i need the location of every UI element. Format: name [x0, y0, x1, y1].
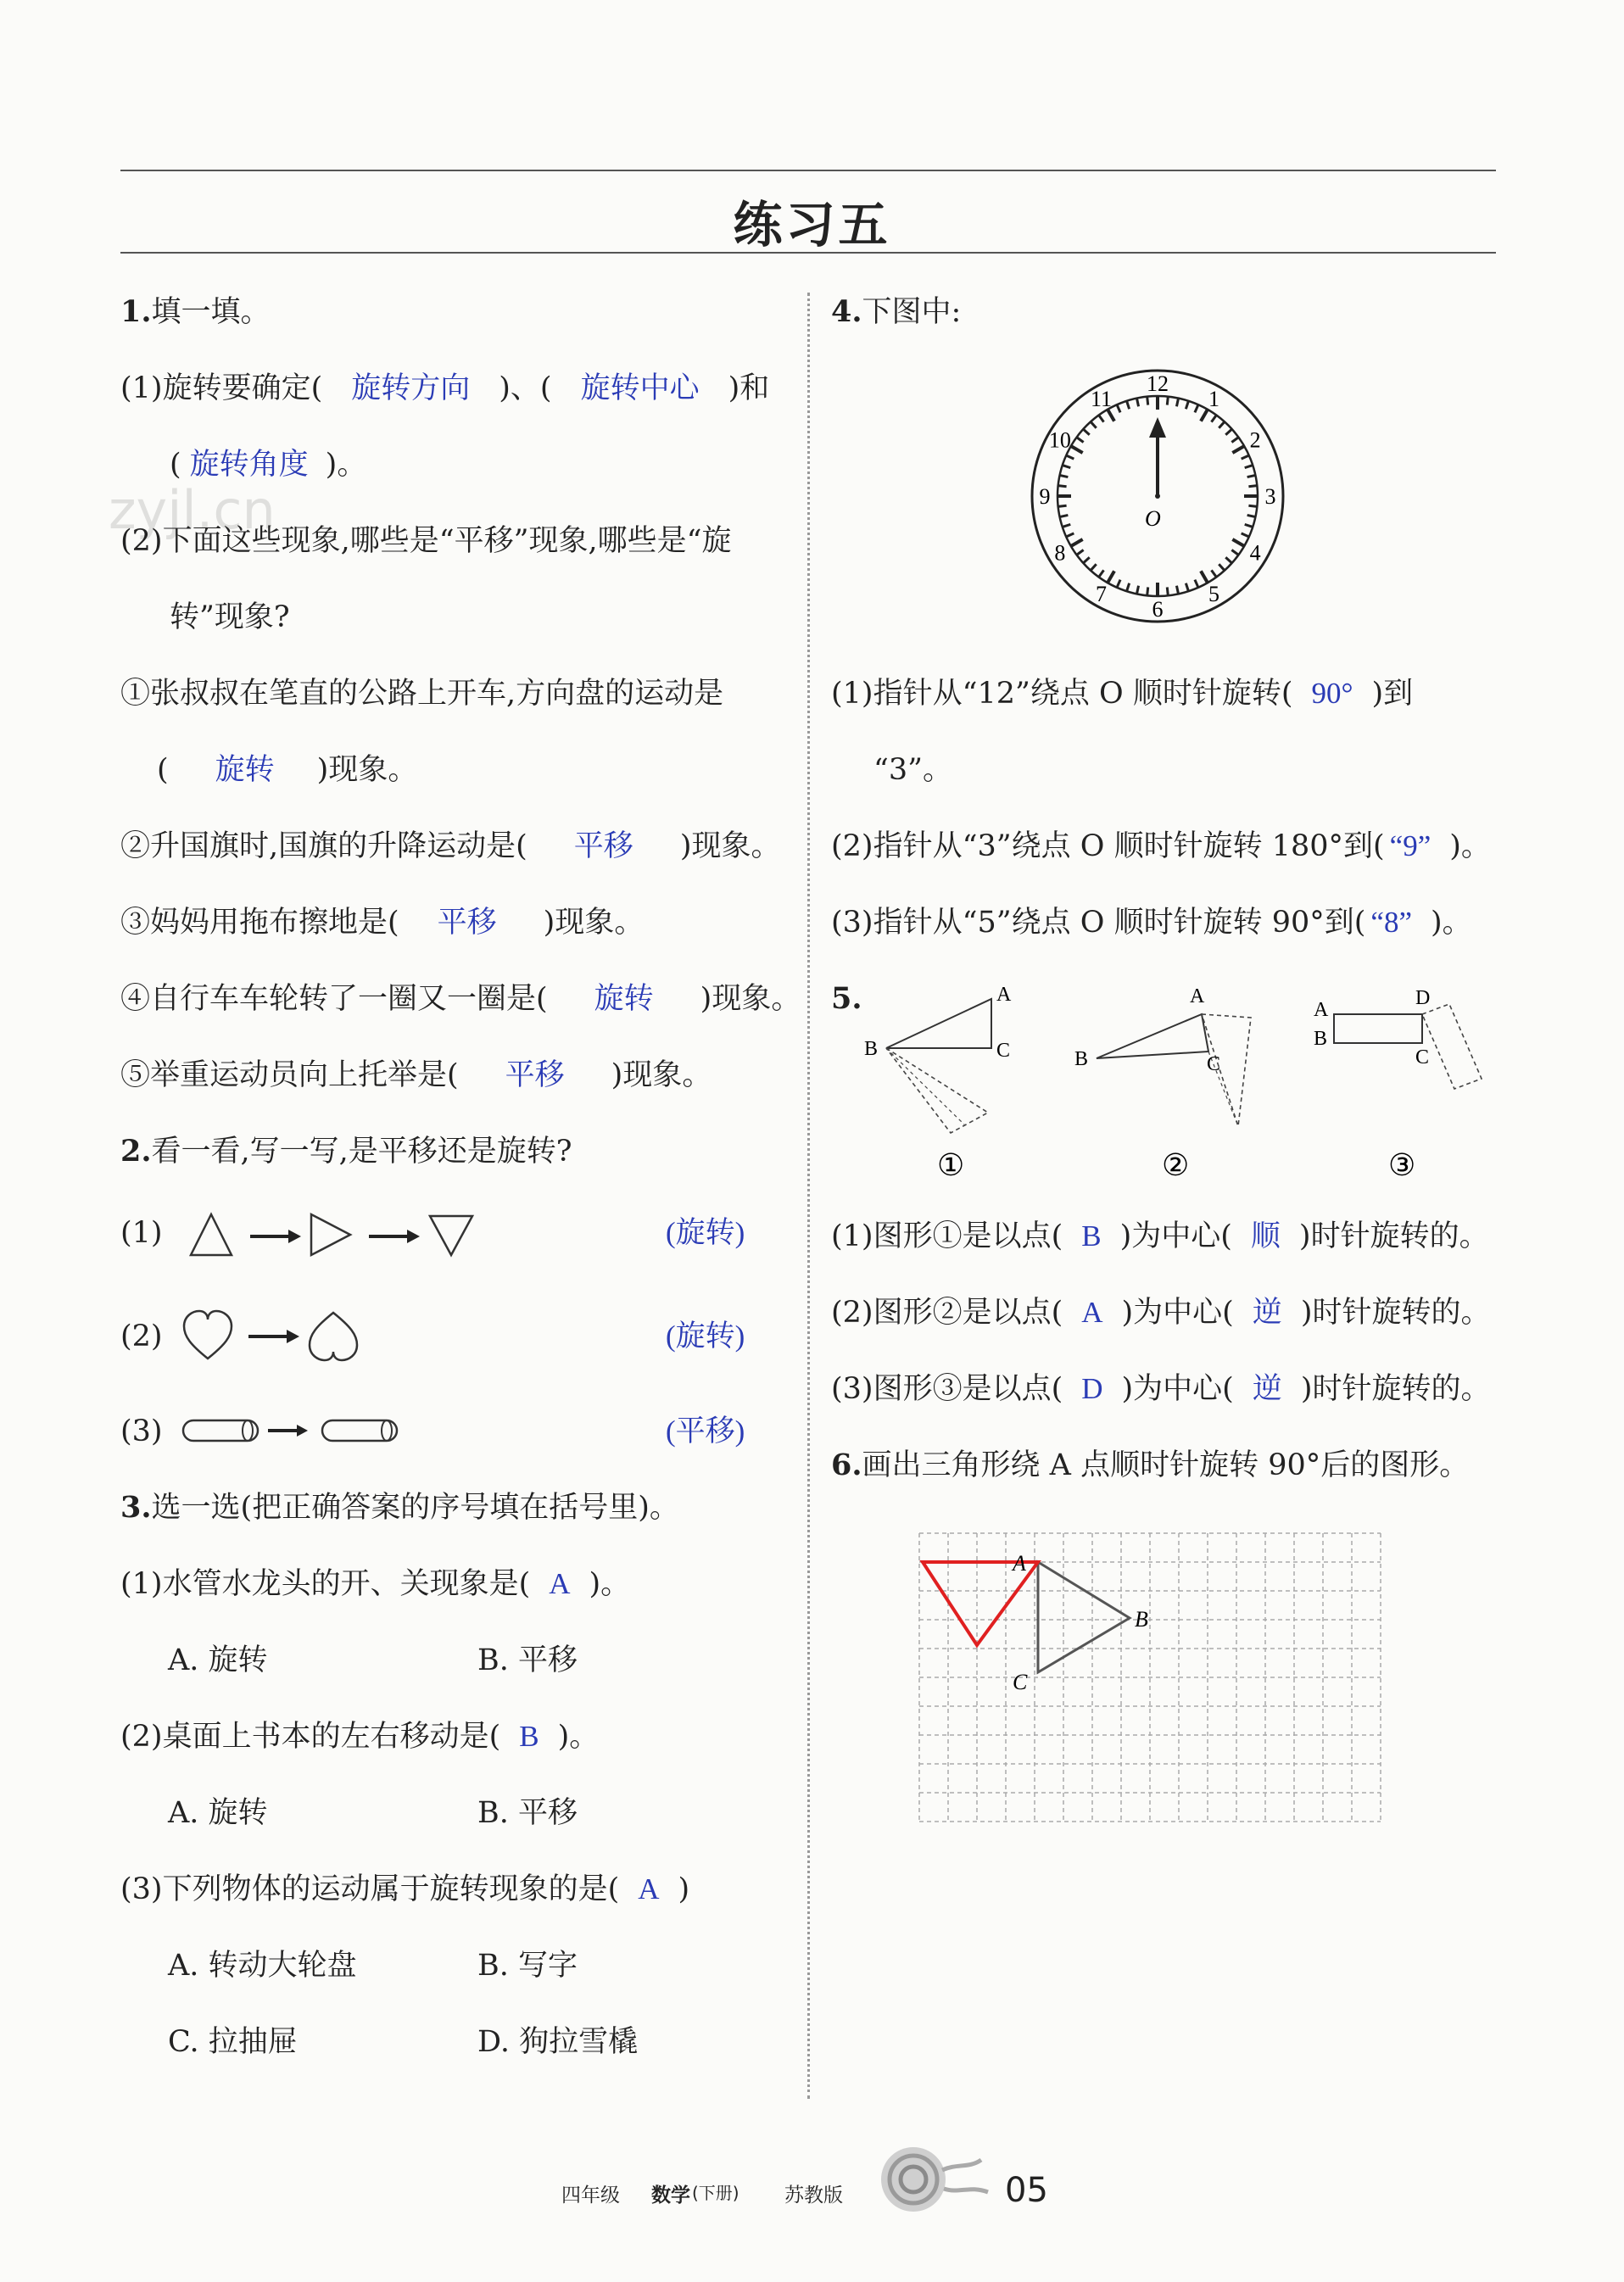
figure-3 — [1314, 987, 1482, 1182]
q2-row2-answer: (旋转) — [666, 1320, 745, 1353]
page-number: 05 — [1005, 2171, 1048, 2210]
point-a-label: A — [1013, 1551, 1026, 1576]
clock-tick — [1117, 405, 1120, 412]
figure-2 — [1074, 985, 1251, 1182]
answer-fig1-direction: 顺 — [1250, 1219, 1281, 1253]
clock-tick — [1211, 416, 1216, 422]
clock-figure — [1026, 365, 1289, 628]
q3-sub3-option-a: A. 转动大轮盘 — [168, 1949, 357, 1983]
q5-number-text: 5. — [831, 981, 862, 1016]
q2-row1-figure — [182, 1202, 488, 1262]
answer-fig2-direction: 逆 — [1252, 1296, 1282, 1329]
clock-tick — [1245, 524, 1253, 527]
clock-center-dot — [1155, 494, 1160, 499]
q1-i2-close: )现象。 — [679, 829, 781, 863]
cylinder-icon — [322, 1420, 397, 1441]
answer-fig2-center: A — [1081, 1296, 1103, 1329]
clock-tick — [1186, 401, 1188, 410]
clock-number: 2 — [1249, 427, 1261, 453]
column-divider — [807, 293, 810, 2099]
clock-tick — [1195, 405, 1198, 412]
clock-tick — [1071, 446, 1083, 453]
q5-b1-mid: )为中心( — [1119, 1219, 1232, 1253]
title-rule-top — [120, 170, 1496, 171]
answer-faucet: A — [549, 1567, 571, 1600]
fig3-label: ③ — [1388, 1148, 1416, 1182]
clock-tick — [1136, 586, 1138, 594]
clock-tick — [1248, 486, 1257, 487]
q3-s3-close: ) — [678, 1872, 690, 1906]
clock-tick — [1147, 587, 1148, 595]
clock-tick — [1225, 429, 1231, 435]
q3-sub2 — [120, 1720, 599, 1754]
answer-fig1-center: B — [1081, 1219, 1102, 1253]
q1-i1-open: ( — [157, 753, 169, 787]
q3-s1-close: )。 — [589, 1567, 631, 1601]
triangle-right-icon — [311, 1214, 350, 1255]
q1-item4 — [120, 982, 801, 1016]
cylinder-icon — [183, 1420, 258, 1441]
q4-a1-close: )到 — [1371, 677, 1414, 711]
q3-s3-text: (3)下列物体的运动属于旋转现象的是( — [120, 1872, 620, 1906]
original-triangle — [1038, 1562, 1130, 1672]
clock-tick — [1060, 475, 1069, 477]
q1-p1-text-b: )、( — [499, 371, 552, 405]
answer-fig3-direction: 逆 — [1252, 1372, 1282, 1405]
q5-b3-mid: )为中心( — [1121, 1372, 1234, 1406]
q2-row3-label: (3) — [120, 1414, 163, 1448]
q1-part2-line1: (2)下面这些现象,哪些是“平移”现象,哪些是“旋 — [120, 524, 732, 558]
fig2-label: ② — [1162, 1148, 1190, 1182]
clock-tick — [1245, 466, 1253, 468]
q1-i4-text: ④自行车车轮转了一圈又一圈是( — [120, 982, 548, 1016]
clock-tick — [1219, 421, 1225, 427]
q3-sub3-option-c: C. 拉抽屉 — [168, 2025, 298, 2059]
q3-sub2-option-b: B. 平移 — [477, 1796, 578, 1830]
fig1-label: ① — [937, 1148, 965, 1182]
q5-figures — [852, 967, 1505, 1187]
q2-heading-text: 看一看,写一写,是平移还是旋转? — [151, 1135, 572, 1169]
clock-tick — [1060, 515, 1069, 516]
clock-tick — [1176, 586, 1178, 594]
clock-tick — [1127, 583, 1130, 592]
answer-12-to-3-angle: 90° — [1311, 677, 1353, 710]
clock-number: 3 — [1264, 484, 1276, 509]
fig3-point-d: D — [1415, 987, 1431, 1009]
q5-b2-text: (2)图形②是以点( — [831, 1296, 1063, 1330]
point-b-label: B — [1135, 1607, 1148, 1632]
answer-5-rotated-90: “8” — [1370, 906, 1412, 939]
clock-tick — [1091, 421, 1097, 427]
q2-row1-label: (1) — [120, 1216, 163, 1250]
clock-hand — [1149, 417, 1166, 496]
answer-flag-raising: 平移 — [573, 829, 633, 862]
clock-tick — [1058, 505, 1067, 506]
clock-tick — [1232, 539, 1244, 546]
footer-subject: 数学 — [651, 2184, 690, 2207]
figure-1 — [864, 984, 1012, 1182]
clock-number: 4 — [1249, 540, 1261, 566]
q5-b3-text: (3)图形③是以点( — [831, 1372, 1063, 1406]
q2-row1-answer: (旋转) — [666, 1216, 745, 1249]
q5-answer2 — [831, 1296, 1491, 1330]
clock-tick — [1167, 587, 1168, 595]
q4-a3-text: (3)指针从“5”绕点 O 顺时针旋转 90°到( — [831, 906, 1366, 940]
heart-upside-down-icon — [310, 1313, 357, 1360]
clock-number: 1 — [1208, 386, 1219, 411]
q3-sub2-option-a: A. 旋转 — [168, 1796, 268, 1830]
clock-tick — [1201, 410, 1208, 421]
fig1-point-a: A — [996, 984, 1012, 1006]
q1-item1-line1: ①张叔叔在笔直的公路上开车,方向盘的运动是 — [120, 677, 724, 711]
q5-b1-text: (1)图形①是以点( — [831, 1219, 1063, 1253]
q1-heading-text: 填一填。 — [151, 295, 271, 329]
clock-number: 8 — [1054, 540, 1066, 566]
q3-s1-text: (1)水管水龙头的开、关现象是( — [120, 1567, 531, 1601]
q1-number: 1. — [120, 294, 152, 329]
q4-answer3 — [831, 906, 1472, 940]
arrow-right-icon — [250, 1230, 301, 1243]
q4-a2-text: (2)指针从“3”绕点 O 顺时针旋转 180°到( — [831, 829, 1385, 863]
q3-s2-text: (2)桌面上书本的左右移动是( — [120, 1720, 501, 1754]
q4-a1-text: (1)指针从“12”绕点 O 顺时针旋转( — [831, 677, 1293, 711]
q1-i4-close: )现象。 — [700, 982, 801, 1016]
clock-tick — [1242, 533, 1249, 537]
page-title: 练习五 — [733, 196, 891, 254]
clock-tick — [1231, 550, 1238, 555]
clock-tick — [1167, 397, 1168, 405]
clock-tick — [1066, 533, 1074, 537]
q2-row3-figure — [178, 1412, 407, 1449]
clock-tick — [1248, 505, 1257, 506]
clock-number: 9 — [1039, 484, 1051, 509]
clock-number: 12 — [1147, 371, 1169, 396]
q3-heading-text: 选一选(把正确答案的序号填在括号里)。 — [151, 1491, 679, 1525]
q1-p1-text-d: ( — [170, 448, 181, 482]
q6-heading-text: 画出三角形绕 A 点顺时针旋转 90°后的图形。 — [862, 1448, 1470, 1482]
q3-heading — [120, 1491, 679, 1525]
clock-tick — [1108, 410, 1114, 421]
q1-item2 — [120, 829, 780, 863]
q1-i3-text: ③妈妈用拖布擦地是( — [120, 906, 399, 940]
answer-rotation-object: A — [638, 1872, 660, 1905]
q4-answer1-line1 — [831, 677, 1413, 711]
clock-tick — [1186, 583, 1188, 592]
clock-center-label: O — [1145, 506, 1161, 531]
fig2-point-b: B — [1074, 1048, 1089, 1070]
q6-number: 6. — [831, 1448, 862, 1482]
q2-heading — [120, 1135, 572, 1169]
clock-tick — [1099, 570, 1104, 577]
clock-tick — [1058, 486, 1067, 487]
fig1-point-b: B — [864, 1038, 879, 1060]
answer-rotation-direction: 旋转方向 — [351, 371, 471, 405]
q2-row2-label: (2) — [120, 1320, 163, 1353]
q1-item5 — [120, 1058, 712, 1092]
q5-answer3 — [831, 1372, 1491, 1406]
answer-3-rotated-180: “9” — [1389, 829, 1431, 862]
clock-tick — [1211, 570, 1216, 577]
footer-grade: 四年级 — [561, 2184, 620, 2207]
q4-heading — [831, 295, 961, 329]
q1-p1-text-a: (1)旋转要确定( — [120, 371, 323, 405]
clock-tick — [1225, 557, 1231, 563]
answer-steering-wheel: 旋转 — [215, 753, 275, 786]
clock-tick — [1247, 515, 1256, 516]
q3-sub3-option-d: D. 狗拉雪橇 — [477, 2025, 639, 2059]
footer-swirl-icon — [869, 2141, 996, 2218]
q5-b3-close: )时针旋转的。 — [1300, 1372, 1491, 1406]
q4-a2-close: )。 — [1449, 829, 1491, 863]
fig3-point-c: C — [1415, 1046, 1430, 1068]
clock-tick — [1063, 466, 1071, 468]
answer-mopping: 平移 — [437, 906, 497, 939]
triangle-down-icon — [430, 1216, 472, 1255]
clock-tick — [1176, 399, 1178, 407]
q4-answer1-line2: “3”。 — [873, 753, 953, 787]
clock-tick — [1066, 455, 1074, 459]
q1-i5-close: )现象。 — [611, 1058, 712, 1092]
q3-sub3 — [120, 1872, 689, 1906]
clock-number: 5 — [1208, 582, 1219, 607]
fig3-point-a: A — [1314, 999, 1329, 1021]
clock-tick — [1195, 580, 1198, 588]
q1-p1-text-e: )。 — [325, 448, 367, 482]
fig3-point-b: B — [1314, 1028, 1328, 1050]
q3-number: 3. — [120, 1490, 152, 1525]
q4-heading-text: 下图中: — [862, 295, 962, 329]
q1-i1-close: )现象。 — [316, 753, 418, 787]
clock-tick — [1242, 455, 1249, 459]
q6-heading — [831, 1448, 1469, 1482]
fig2-point-c: C — [1207, 1053, 1221, 1075]
clock-tick — [1117, 580, 1120, 588]
fig2-point-a: A — [1190, 985, 1205, 1007]
q3-sub1-option-b: B. 平移 — [477, 1643, 578, 1677]
footer-edition: 苏教版 — [784, 2184, 843, 2207]
arrow-right-icon — [268, 1425, 308, 1437]
clock-tick — [1083, 429, 1089, 435]
triangle-up-icon — [191, 1214, 232, 1255]
q5-answer1 — [831, 1219, 1489, 1253]
q4-answer2 — [831, 829, 1491, 863]
dashed-grid — [919, 1533, 1381, 1822]
clock-tick — [1127, 401, 1130, 410]
q5-b2-mid: )为中心( — [1121, 1296, 1234, 1330]
point-c-label: C — [1013, 1670, 1028, 1694]
answer-weightlifting: 平移 — [505, 1058, 565, 1091]
clock-tick — [1099, 416, 1104, 422]
arrow-right-icon — [248, 1330, 299, 1343]
clock-number: 11 — [1090, 386, 1113, 411]
q6-grid-figure — [916, 1526, 1408, 1840]
q2-row3-answer: (平移) — [666, 1414, 745, 1448]
q3-s2-close: )。 — [557, 1720, 600, 1754]
clock-number: 7 — [1096, 582, 1107, 607]
answer-rotation-angle: 旋转角度 — [189, 448, 309, 481]
q1-part1-line1 — [120, 371, 769, 405]
q1-i5-text: ⑤举重运动员向上托举是( — [120, 1058, 459, 1092]
q1-part2-line2: 转”现象? — [170, 600, 290, 634]
clock-tick — [1247, 475, 1256, 477]
q3-sub3-option-b: B. 写字 — [477, 1949, 578, 1983]
title-rule-bottom — [120, 252, 1496, 254]
q5-b2-close: )时针旋转的。 — [1300, 1296, 1491, 1330]
q1-i2-text: ②升国旗时,国旗的升降运动是( — [120, 829, 527, 863]
clock-tick — [1077, 550, 1084, 555]
q5-b1-close: )时针旋转的。 — [1298, 1219, 1489, 1253]
footer-volume: (下册) — [692, 2183, 739, 2203]
clock-tick — [1071, 539, 1083, 546]
watermark: zyjl.cn — [109, 479, 276, 541]
clock-tick — [1231, 438, 1238, 443]
clock-tick — [1083, 557, 1089, 563]
fig1-point-c: C — [996, 1040, 1011, 1062]
clock-tick — [1219, 564, 1225, 570]
q3-sub1 — [120, 1567, 630, 1601]
clock-tick — [1136, 399, 1138, 407]
answer-bicycle-wheel: 旋转 — [594, 982, 654, 1015]
q1-i3-close: )现象。 — [543, 906, 645, 940]
clock-tick — [1063, 524, 1071, 527]
q2-number: 2. — [120, 1134, 152, 1169]
clock-tick — [1201, 571, 1208, 583]
clock-tick — [1147, 397, 1148, 405]
q3-sub1-option-a: A. 旋转 — [168, 1643, 268, 1677]
clock-number: 6 — [1152, 597, 1164, 622]
q1-p1-text-c: )和 — [728, 371, 770, 405]
q1-heading — [120, 295, 271, 329]
clock-tick — [1232, 446, 1244, 453]
q1-item3 — [120, 906, 644, 940]
clock-tick — [1091, 564, 1097, 570]
clock-tick — [1108, 571, 1114, 583]
answer-rotation-center: 旋转中心 — [580, 371, 700, 405]
q2-row2-figure — [182, 1306, 369, 1365]
clock-tick — [1077, 438, 1084, 443]
q4-number: 4. — [831, 294, 862, 329]
clock-number: 10 — [1048, 427, 1071, 453]
q1-item1-line2 — [157, 753, 417, 787]
q1-part1-line2 — [170, 448, 366, 482]
arrow-right-icon — [369, 1230, 420, 1243]
q4-a3-close: )。 — [1430, 906, 1472, 940]
answer-book-moving: B — [519, 1720, 539, 1753]
heart-icon — [184, 1311, 232, 1359]
answer-fig3-center: D — [1081, 1372, 1103, 1405]
